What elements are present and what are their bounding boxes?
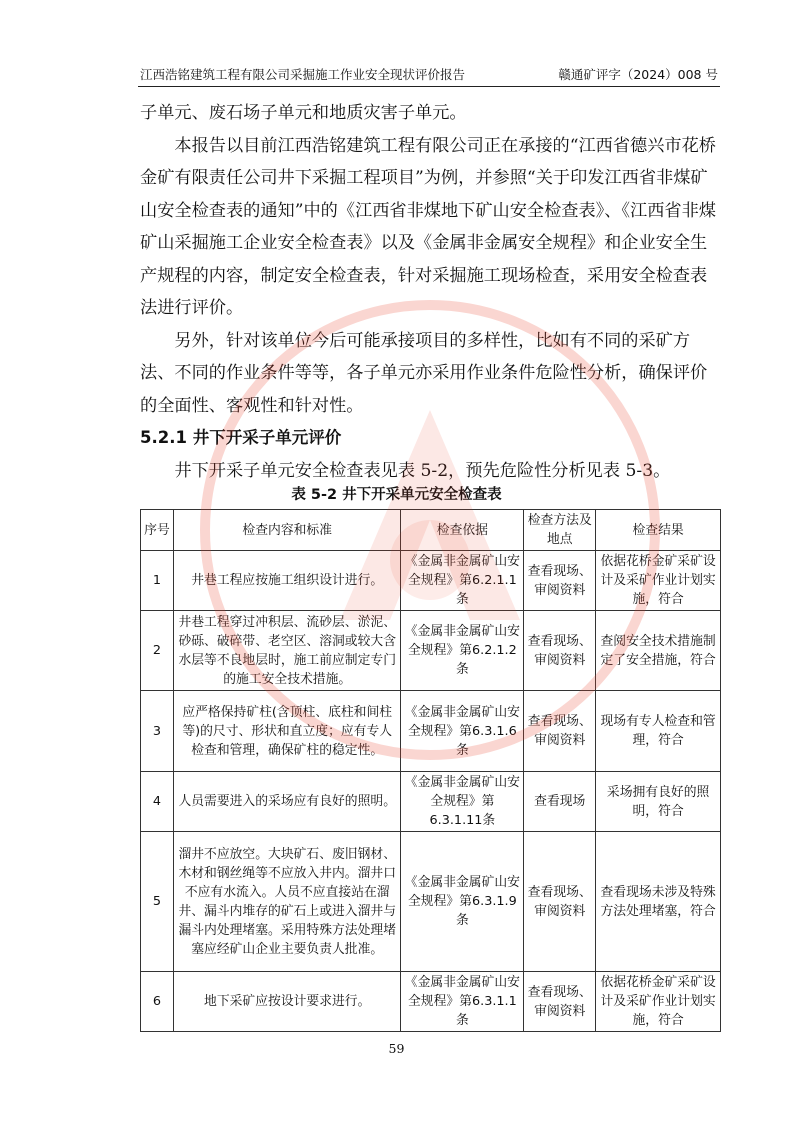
table-row: [141, 772, 721, 832]
row-check-basis: 《金属非金属矿山安全规程》第6.3.1.9条: [401, 832, 524, 972]
row-number: 1: [141, 551, 174, 611]
table-header-row: [141, 510, 721, 551]
section-heading: 5.2.1 井下开采子单元评价: [140, 428, 342, 447]
paragraph-continuation: 子单元、废石场子单元和地质灾害子单元。: [140, 103, 467, 123]
header-result: 检查结果: [596, 510, 721, 551]
row-check-basis: 《金属非金属矿山安全规程》第6.3.1.6条: [401, 691, 524, 772]
header-report-title: 江西浩铭建筑工程有限公司采掘施工作业安全现状评价报告: [140, 67, 466, 82]
page-header: [138, 64, 720, 87]
row-check-content: 地下采矿应按设计要求进行。: [173, 972, 401, 1032]
paragraph-scope: 本报告以目前江西浩铭建筑工程有限公司正在承接的“江西省德兴市花桥金矿有限责任公司井下采掘工程项目”为例，并参照“关于印发江西省非煤矿山安全检查表的通知”中的《江西省非煤地下矿山安全检查表》、《江西省非煤矿山采掘施工企业安全检查表》以及《金属非金属安全规程》和企业安全生产规程的内容，制定安全检查表，针对采掘施工现场检查，采用安全检查表法进行评价。: [140, 135, 716, 318]
header-method: 检查方法及地点: [524, 510, 596, 551]
row-check-basis: 《金属非金属矿山安全规程》第6.2.1.1条: [401, 551, 524, 611]
row-check-basis: 《金属非金属矿山安全规程》第6.3.1.11条: [401, 772, 524, 832]
row-number: 6: [141, 972, 174, 1032]
row-check-result: 查看现场未涉及特殊方法处理堵塞，符合: [596, 832, 721, 972]
row-number: 5: [141, 832, 174, 972]
row-check-method: 查看现场、审阅资料: [524, 832, 596, 972]
body-text: [140, 97, 720, 487]
row-check-result: 依据花桥金矿采矿设计及采矿作业计划实施，符合: [596, 551, 721, 611]
row-check-content: 井巷工程应按施工组织设计进行。: [173, 551, 401, 611]
row-check-result: 现场有专人检查和管理，符合: [596, 691, 721, 772]
row-check-content: 溜井不应放空。大块矿石、废旧钢材、木材和钢丝绳等不应放入井内。溜井口不应有水流入。人员不应直接站在溜井、漏斗内堆存的矿石上或进入溜井与漏斗内处理堵塞。采用特殊方法处理堵塞应经矿山企业主要负责人批准。: [173, 832, 401, 972]
row-number: 3: [141, 691, 174, 772]
row-check-result: 依据花桥金矿采矿设计及采矿作业计划实施，符合: [596, 972, 721, 1032]
row-check-content: 井巷工程穿过冲积层、流砂层、淤泥、砂砾、破碎带、老空区、溶洞或较大含水层等不良地层时，施工前应制定专门的施工安全技术措施。: [173, 611, 401, 691]
table-row: [141, 691, 721, 772]
paragraph-method: 另外，针对该单位今后可能承接项目的多样性，比如有不同的采矿方法、不同的作业条件等等，各子单元亦采用作业条件危险性分析，确保评价的全面性、客观性和针对性。: [140, 330, 708, 416]
row-check-method: 查看现场、审阅资料: [524, 551, 596, 611]
table-row: [141, 611, 721, 691]
row-check-content: 应严格保持矿柱(含顶柱、底柱和间柱等)的尺寸、形状和直立度；应有专人检查和管理，确保矿柱的稳定性。: [173, 691, 401, 772]
row-check-basis: 《金属非金属矿山安全规程》第6.2.1.2条: [401, 611, 524, 691]
row-check-method: 查看现场: [524, 772, 596, 832]
page-number: 59: [388, 1041, 405, 1056]
table-row: [141, 832, 721, 972]
header-content: 检查内容和标准: [173, 510, 401, 551]
safety-check-table: [140, 509, 721, 1032]
row-check-method: 查看现场、审阅资料: [524, 611, 596, 691]
row-check-result: 采场拥有良好的照明，符合: [596, 772, 721, 832]
header-report-number: 赣通矿评字（2024）008 号: [558, 67, 718, 82]
row-check-method: 查看现场、审阅资料: [524, 972, 596, 1032]
section-intro: 井下开采子单元安全检查表见表 5-2，预先危险性分析见表 5-3。: [174, 460, 671, 481]
table-row: [141, 551, 721, 611]
row-check-basis: 《金属非金属矿山安全规程》第6.3.1.1条: [401, 972, 524, 1032]
table-row: [141, 972, 721, 1032]
header-basis: 检查依据: [401, 510, 524, 551]
row-number: 4: [141, 772, 174, 832]
row-check-content: 人员需要进入的采场应有良好的照明。: [173, 772, 401, 832]
table-title: 表 5-2 井下开采单元安全检查表: [291, 487, 502, 503]
row-check-result: 查阅安全技术措施制定了安全措施，符合: [596, 611, 721, 691]
row-number: 2: [141, 611, 174, 691]
row-check-method: 查看现场、审阅资料: [524, 691, 596, 772]
header-no: 序号: [141, 510, 174, 551]
